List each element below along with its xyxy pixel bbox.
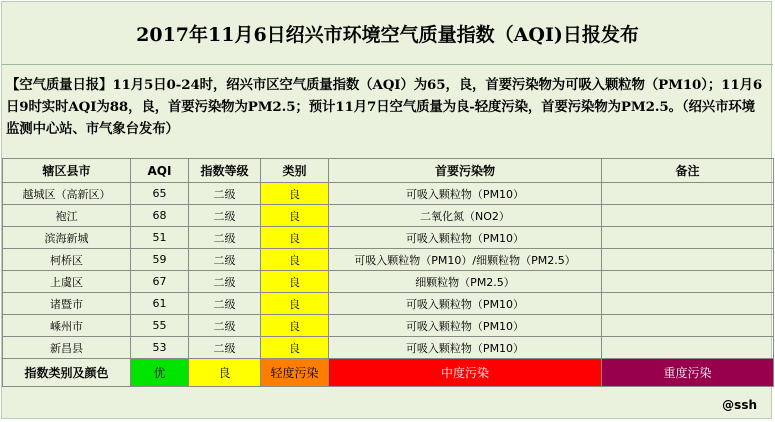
legend-item-heavy-pollution: 重度污染 [602, 359, 774, 387]
header-category: 类别 [261, 159, 329, 183]
table-row [3, 249, 774, 271]
level-cell: 二级 [189, 271, 261, 293]
legend-item-moderate-pollution: 中度污染 [329, 359, 602, 387]
aqi-cell: 68 [131, 205, 189, 227]
district-cell: 诸暨市 [3, 293, 131, 315]
aqi-cell: 61 [131, 293, 189, 315]
header-level: 指数等级 [189, 159, 261, 183]
table-row [3, 315, 774, 337]
district-cell: 新昌县 [3, 337, 131, 359]
page-title: 2017年11月6日绍兴市环境空气质量指数（AQI)日报发布 [2, 2, 773, 65]
category-cell: 良 [261, 249, 329, 271]
level-cell: 二级 [189, 337, 261, 359]
legend-item-excellent: 优 [131, 359, 189, 387]
category-cell: 良 [261, 227, 329, 249]
table-row [3, 183, 774, 205]
legend-label: 指数类别及颜色 [3, 359, 131, 387]
table-row [3, 271, 774, 293]
pollutant-cell: 可吸入颗粒物（PM10）/细颗粒物（PM2.5） [329, 249, 602, 271]
note-cell [602, 337, 774, 359]
category-cell: 良 [261, 271, 329, 293]
legend-item-light-pollution: 轻度污染 [261, 359, 329, 387]
table-row [3, 227, 774, 249]
report-panel [1, 1, 772, 419]
header-note: 备注 [602, 159, 774, 183]
level-cell: 二级 [189, 293, 261, 315]
level-cell: 二级 [189, 205, 261, 227]
aqi-cell: 51 [131, 227, 189, 249]
aqi-cell: 67 [131, 271, 189, 293]
pollutant-cell: 二氧化氮（NO2） [329, 205, 602, 227]
district-cell: 上虞区 [3, 271, 131, 293]
pollutant-cell: 可吸入颗粒物（PM10） [329, 227, 602, 249]
table-row [3, 293, 774, 315]
header-district: 辖区县市 [3, 159, 131, 183]
note-cell [602, 205, 774, 227]
aqi-cell: 59 [131, 249, 189, 271]
legend-item-good: 良 [189, 359, 261, 387]
table-row [3, 205, 774, 227]
category-cell: 良 [261, 183, 329, 205]
note-cell [602, 249, 774, 271]
pollutant-cell: 细颗粒物（PM2.5） [329, 271, 602, 293]
level-cell: 二级 [189, 249, 261, 271]
category-cell: 良 [261, 315, 329, 337]
aqi-cell: 53 [131, 337, 189, 359]
pollutant-cell: 可吸入颗粒物（PM10） [329, 315, 602, 337]
district-cell: 嵊州市 [3, 315, 131, 337]
watermark-text: @ssh [722, 398, 757, 412]
note-cell [602, 271, 774, 293]
pollutant-cell: 可吸入颗粒物（PM10） [329, 293, 602, 315]
district-cell: 袍江 [3, 205, 131, 227]
category-cell: 良 [261, 293, 329, 315]
district-cell: 柯桥区 [3, 249, 131, 271]
level-cell: 二级 [189, 315, 261, 337]
district-cell: 滨海新城 [3, 227, 131, 249]
table-header-row [3, 159, 774, 183]
district-cell: 越城区（高新区） [3, 183, 131, 205]
category-cell: 良 [261, 337, 329, 359]
aqi-table [2, 158, 774, 387]
aqi-cell: 55 [131, 315, 189, 337]
level-cell: 二级 [189, 227, 261, 249]
note-cell [602, 183, 774, 205]
pollutant-cell: 可吸入颗粒物（PM10） [329, 183, 602, 205]
table-row [3, 337, 774, 359]
aqi-cell: 65 [131, 183, 189, 205]
note-cell [602, 315, 774, 337]
category-cell: 良 [261, 205, 329, 227]
header-pollutant: 首要污染物 [329, 159, 602, 183]
legend-row [3, 359, 774, 387]
header-aqi: AQI [131, 159, 189, 183]
pollutant-cell: 可吸入颗粒物（PM10） [329, 337, 602, 359]
note-cell [602, 227, 774, 249]
note-cell [602, 293, 774, 315]
level-cell: 二级 [189, 183, 261, 205]
daily-report-notice: 【空气质量日报】11月5日0-24时，绍兴市区空气质量指数（AQI）为65，良，首要污染物为可吸入颗粒物（PM10）；11月6日9时实时AQI为88，良，首要污染物为PM2.5；预计11月7日空气质量为良-轻度污染，首要污染物为PM2.5。（绍兴市环境监测中心站、市气象台发布） [6, 77, 763, 137]
